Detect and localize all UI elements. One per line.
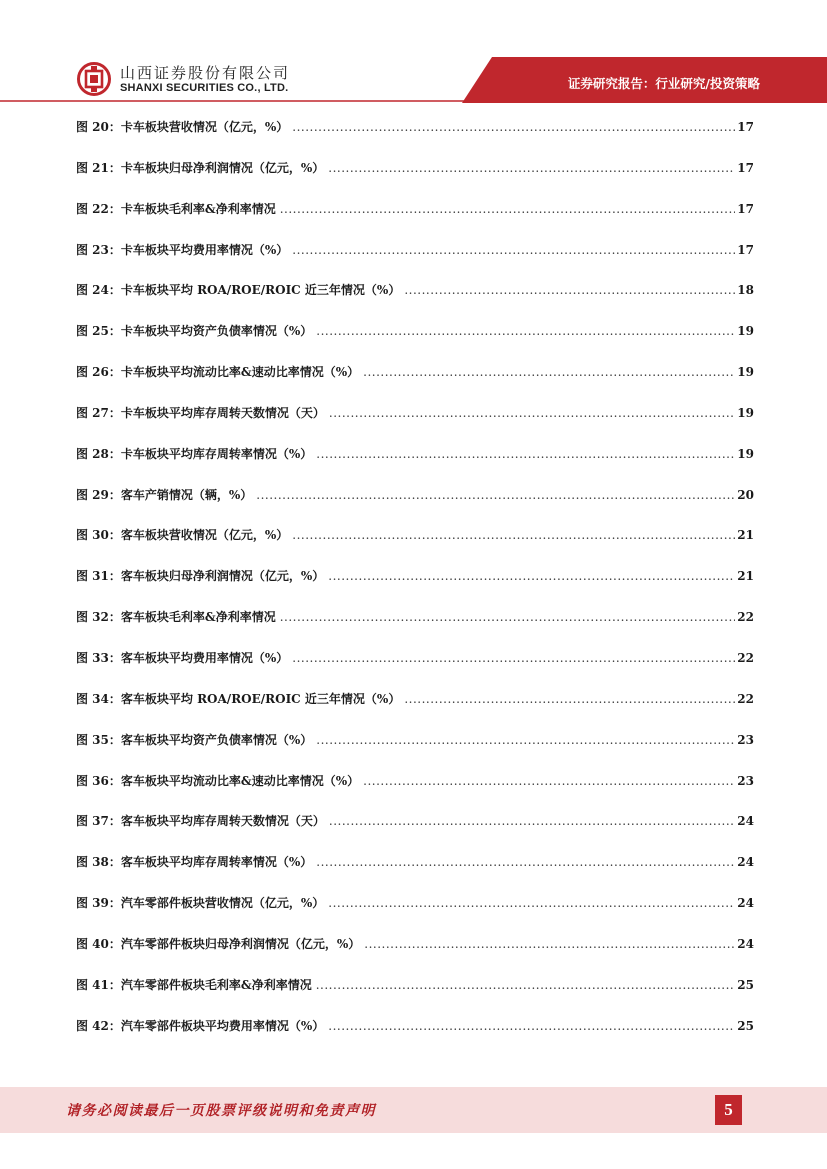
- toc-entry[interactable]: [76, 197, 754, 238]
- toc-figure-title: 汽车零部件板块平均费用率情况（%）: [120, 1018, 325, 1033]
- toc-figure-title: 客车板块毛利率&净利率情况: [120, 610, 276, 625]
- toc-figure-number: 图 25：: [76, 324, 121, 339]
- toc-dot-leader: [292, 646, 735, 670]
- toc-figure-number: 图 24：: [76, 283, 121, 298]
- toc-figure-title: 汽车零部件板块营收情况（亿元，%）: [120, 896, 325, 911]
- toc-page-number: 22: [737, 650, 754, 665]
- page-number: 5: [715, 1095, 742, 1125]
- toc-entry[interactable]: [76, 278, 754, 319]
- toc-figure-title: 客车板块平均库存周转率情况（%）: [120, 855, 313, 870]
- toc-entry[interactable]: [76, 523, 754, 564]
- toc-dot-leader: [328, 156, 735, 180]
- toc-dot-leader: [292, 115, 735, 139]
- toc-figure-number: 图 41：: [76, 977, 121, 992]
- toc-page-number: 24: [737, 896, 754, 911]
- toc-figure-title: 客车板块平均库存周转天数情况（天）: [120, 814, 325, 829]
- toc-figure-title: 卡车板块平均流动比率&速动比率情况（%）: [120, 365, 360, 380]
- toc-dot-leader: [329, 809, 735, 833]
- toc-entry[interactable]: [76, 156, 754, 197]
- toc-figure-number: 图 27：: [76, 405, 121, 420]
- toc-page-number: 23: [737, 773, 754, 788]
- toc-figure-number: 图 35：: [76, 732, 121, 747]
- toc-entry[interactable]: [76, 401, 754, 442]
- toc-page-number: 21: [737, 528, 754, 543]
- toc-entry[interactable]: [76, 932, 754, 973]
- toc-entry[interactable]: [76, 564, 754, 605]
- toc-dot-leader: [292, 238, 735, 262]
- toc-entry[interactable]: [76, 605, 754, 646]
- toc-dot-leader: [316, 442, 735, 466]
- toc-dot-leader: [256, 483, 735, 507]
- toc-figure-title: 卡车板块平均 ROA/ROE/ROIC 近三年情况（%）: [120, 283, 401, 298]
- toc-entry[interactable]: [76, 973, 754, 1014]
- toc-figure-title: 卡车板块平均库存周转率情况（%）: [120, 446, 313, 461]
- toc-entry[interactable]: [76, 728, 754, 769]
- toc-entry[interactable]: [76, 646, 754, 687]
- toc-figure-title: 客车板块归母净利润情况（亿元，%）: [120, 569, 325, 584]
- company-name-cn: 山西证券股份有限公司: [120, 64, 291, 82]
- toc-page-number: 17: [737, 242, 754, 257]
- toc-figure-title: 卡车板块平均库存周转天数情况（天）: [120, 405, 325, 420]
- toc-page-number: 25: [737, 977, 754, 992]
- toc-entry[interactable]: [76, 360, 754, 401]
- toc-figure-number: 图 37：: [76, 814, 121, 829]
- toc-page-number: 23: [737, 732, 754, 747]
- toc-figure-number: 图 36：: [76, 773, 121, 788]
- toc-figure-number: 图 31：: [76, 569, 121, 584]
- toc-figure-number: 图 34：: [76, 691, 121, 706]
- toc-entry[interactable]: [76, 809, 754, 850]
- toc-dot-leader: [364, 932, 735, 956]
- toc-dot-leader: [292, 523, 735, 547]
- toc-page-number: 19: [737, 446, 754, 461]
- toc-page-number: 20: [737, 487, 754, 502]
- report-type-label: 证券研究报告：行业研究/投资策略: [567, 76, 760, 91]
- toc-figure-title: 卡车板块归母净利润情况（亿元，%）: [120, 160, 325, 175]
- toc-dot-leader: [316, 850, 735, 874]
- toc-figure-number: 图 21：: [76, 160, 121, 175]
- toc-page-number: 22: [737, 610, 754, 625]
- toc-page-number: 19: [737, 365, 754, 380]
- toc-figure-number: 图 26：: [76, 365, 121, 380]
- toc-figure-title: 卡车板块平均费用率情况（%）: [120, 242, 289, 257]
- toc-entry[interactable]: [76, 238, 754, 279]
- toc-figure-number: 图 39：: [76, 896, 121, 911]
- toc-figure-number: 图 28：: [76, 446, 121, 461]
- toc-figure-title: 客车板块平均费用率情况（%）: [120, 650, 289, 665]
- toc-figure-number: 图 30：: [76, 528, 121, 543]
- toc-figure-title: 卡车板块毛利率&净利率情况: [120, 201, 276, 216]
- toc-figure-number: 图 20：: [76, 120, 121, 134]
- page-header: [0, 0, 827, 112]
- toc-entry[interactable]: [76, 769, 754, 810]
- toc-page-number: 17: [737, 120, 754, 134]
- toc-entry[interactable]: [76, 891, 754, 932]
- toc-figure-number: 图 23：: [76, 242, 121, 257]
- toc-entry[interactable]: [76, 483, 754, 524]
- toc-dot-leader: [280, 197, 736, 221]
- toc-dot-leader: [316, 728, 735, 752]
- toc-entry[interactable]: [76, 115, 754, 156]
- toc-page-number: 22: [737, 691, 754, 706]
- company-name-en: SHANXI SECURITIES CO., LTD.: [120, 82, 289, 94]
- toc-entry[interactable]: [76, 850, 754, 891]
- toc-figure-number: 图 38：: [76, 855, 121, 870]
- toc-page-number: 24: [737, 814, 754, 829]
- toc-figure-title: 汽车零部件板块归母净利润情况（亿元，%）: [120, 936, 361, 951]
- toc-page-number: 24: [737, 936, 754, 951]
- toc-figure-title: 客车板块平均流动比率&速动比率情况（%）: [120, 773, 360, 788]
- toc-page-number: 25: [737, 1018, 754, 1033]
- toc-page-number: 18: [737, 283, 754, 298]
- disclaimer-notice: 请务必阅读最后一页股票评级说明和免责声明: [66, 1103, 376, 1119]
- toc-dot-leader: [363, 769, 735, 793]
- toc-dot-leader: [316, 319, 735, 343]
- toc-figure-number: 图 29：: [76, 487, 121, 502]
- figure-toc: [76, 115, 754, 1054]
- toc-figure-title: 客车产销情况（辆，%）: [120, 487, 253, 502]
- toc-page-number: 21: [737, 569, 754, 584]
- toc-page-number: 24: [737, 855, 754, 870]
- toc-figure-number: 图 42：: [76, 1018, 121, 1033]
- toc-entry[interactable]: [76, 687, 754, 728]
- toc-entry[interactable]: [76, 442, 754, 483]
- toc-figure-number: 图 22：: [76, 201, 121, 216]
- toc-page-number: 17: [737, 160, 754, 175]
- page-footer: [0, 1087, 827, 1133]
- toc-figure-title: 卡车板块营收情况（亿元，%）: [120, 120, 289, 134]
- toc-figure-title: 客车板块营收情况（亿元，%）: [120, 528, 289, 543]
- toc-figure-title: 客车板块平均 ROA/ROE/ROIC 近三年情况（%）: [120, 691, 401, 706]
- toc-page-number: 19: [737, 324, 754, 339]
- toc-figure-title: 汽车零部件板块毛利率&净利率情况: [120, 977, 312, 992]
- toc-dot-leader: [404, 278, 735, 302]
- toc-figure-title: 卡车板块平均资产负债率情况（%）: [120, 324, 313, 339]
- toc-figure-title: 客车板块平均资产负债率情况（%）: [120, 732, 313, 747]
- toc-page-number: 17: [737, 201, 754, 216]
- toc-entry[interactable]: [76, 319, 754, 360]
- toc-dot-leader: [316, 973, 736, 997]
- toc-figure-number: 图 33：: [76, 650, 121, 665]
- toc-dot-leader: [280, 605, 736, 629]
- toc-entry[interactable]: [76, 1014, 754, 1055]
- toc-dot-leader: [328, 1014, 735, 1038]
- toc-page-number: 19: [737, 405, 754, 420]
- toc-dot-leader: [328, 891, 735, 915]
- toc-figure-number: 图 32：: [76, 610, 121, 625]
- toc-dot-leader: [363, 360, 735, 384]
- toc-dot-leader: [329, 401, 735, 425]
- toc-dot-leader: [328, 564, 735, 588]
- toc-dot-leader: [404, 687, 735, 711]
- toc-figure-number: 图 40：: [76, 936, 121, 951]
